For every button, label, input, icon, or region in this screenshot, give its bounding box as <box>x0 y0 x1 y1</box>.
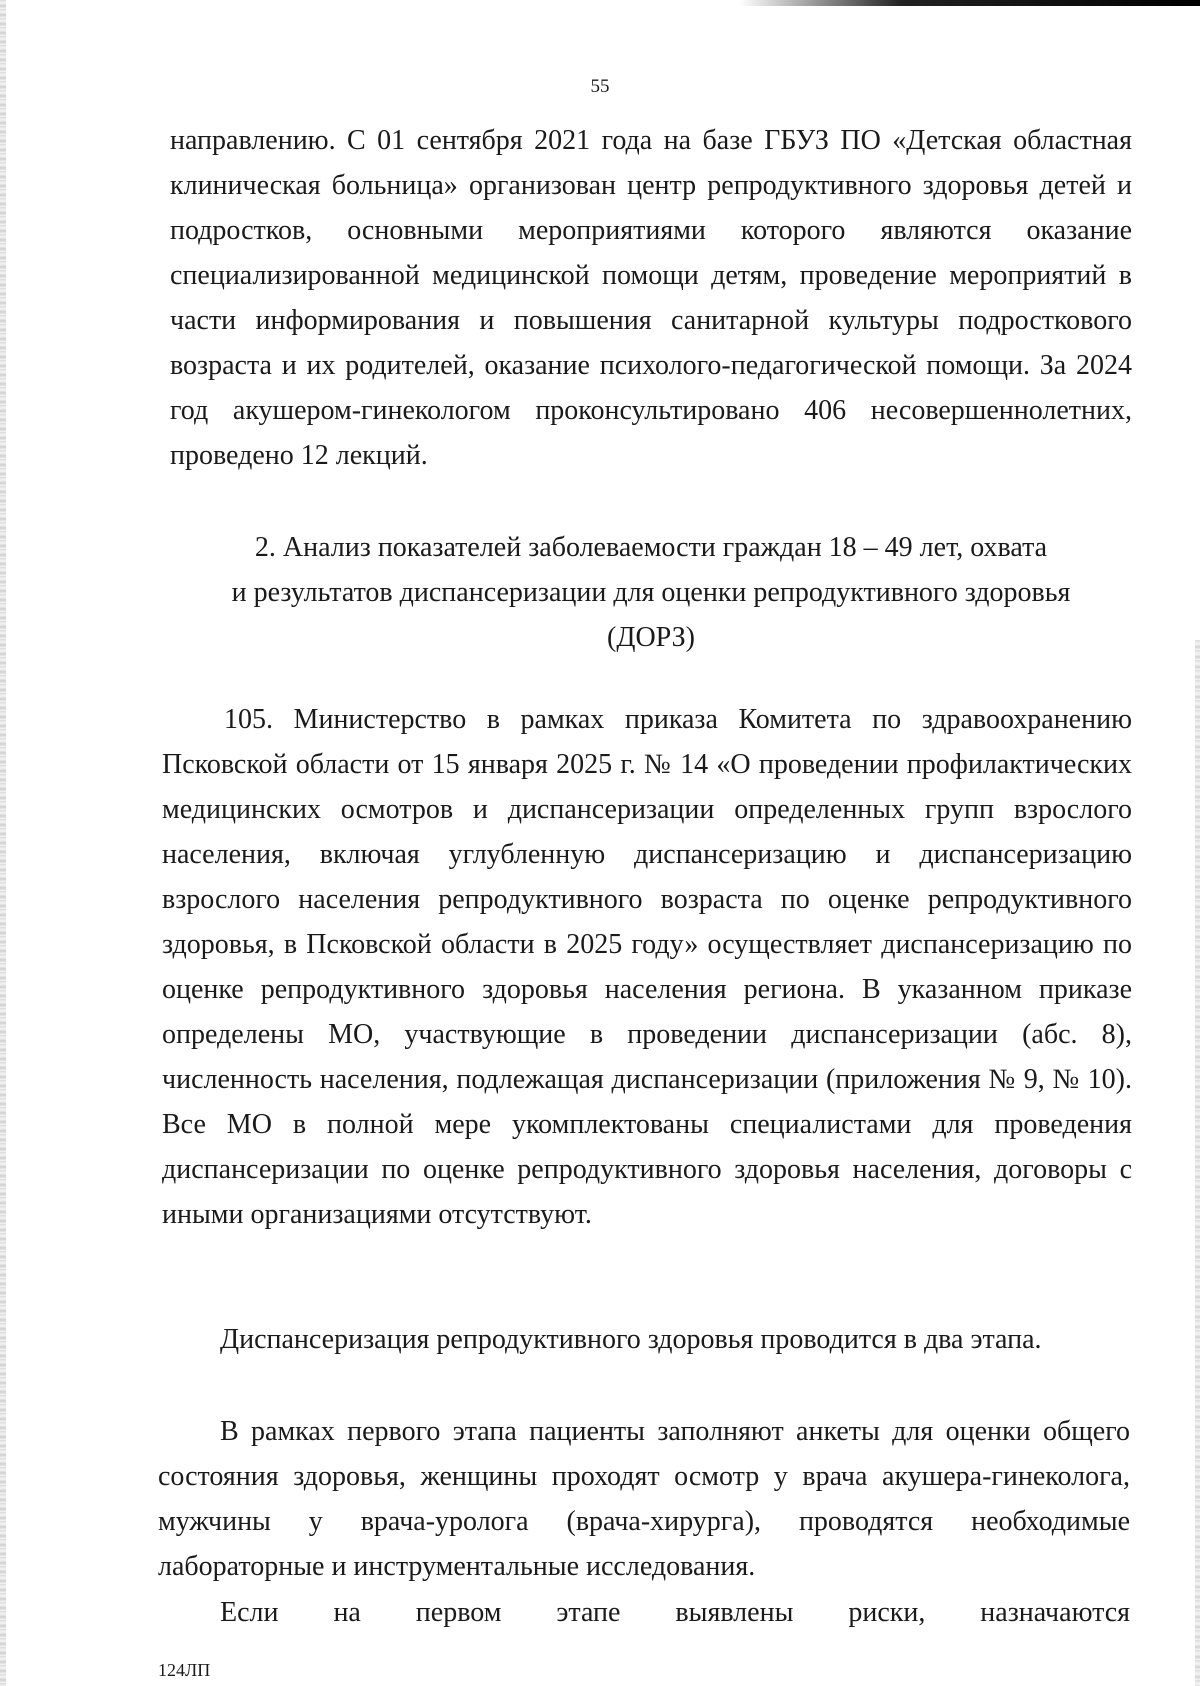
paragraph-first-stage <box>158 1409 1130 1589</box>
scan-top-rule <box>740 0 1200 6</box>
paragraph-first-stage-text: В рамках первого этапа пациенты заполняют анкеты для оценки общего состояния здоровья, женщины проходят осмотр у врача акушера-гинеколога, мужчины у врача-уролога (врача-хирурга), проводятся необходимые лабораторные и инструментальные исследования. <box>158 1416 1130 1582</box>
paragraph-intro: направлению. С 01 сентября 2021 года на базе ГБУЗ ПО «Детская областная клиническая больница» организован центр репродуктивного здоровья детей и подростков, основными мероприятиями которого являются оказание специализированной медицинской помощи детям, проведение мероприятий в части информирования и повышения санитарной культуры подросткового возраста и их родителей, оказание психолого-педагогической помощи. За 2024 год акушером-гинекологом проконсультировано 406 несовершеннолетних, проведено 12 лекций. <box>170 125 1132 471</box>
document-code: 124ЛП <box>158 1660 211 1680</box>
page-number: 55 <box>590 76 610 97</box>
section-heading <box>170 525 1132 660</box>
paragraph-105 <box>162 697 1132 1237</box>
section-heading-line: 2. Анализ показателей заболеваемости граждан 18 – 49 лет, охвата <box>254 532 1048 563</box>
section-heading-line: (ДОРЗ) <box>607 622 695 653</box>
section-heading-line: и результатов диспансеризации для оценки репродуктивного здоровья <box>231 577 1071 608</box>
paragraph-105-text: 105. Министерство в рамках приказа Комитета по здравоохранению Псковской области от 15 января 2025 г. № 14 «О проведении профилактических медицинских осмотров и диспансеризации определенных групп взрослого населения, включая углубленную диспансеризацию и диспансеризацию взрослого населения репродуктивного возраста по оценке репродуктивного здоровья, в Псковской области в 2025 году» осуществляет диспансеризацию по оценке репродуктивного здоровья населения региона. В указанном приказе определены МО, участвующие в проведении диспансеризации (абс. 8), численность населения, подлежащая диспансеризации (приложения № 9, № 10). Все МО в полной мере укомплектованы специалистами для проведения диспансеризации по оценке репродуктивного здоровья населения, договоры с иными организациями отсутствуют. <box>162 704 1132 1230</box>
paragraph-stages-text: Диспансеризация репродуктивного здоровья проводится в два этапа. <box>220 1324 1042 1355</box>
paragraph-risks-text: Если на первом этапе выявлены риски, назначаются <box>220 1597 1130 1628</box>
scan-left-edge <box>0 0 6 1686</box>
scan-right-edge <box>1195 640 1200 1686</box>
paragraph-risks <box>158 1590 1130 1635</box>
paragraph-stages <box>158 1317 1130 1362</box>
